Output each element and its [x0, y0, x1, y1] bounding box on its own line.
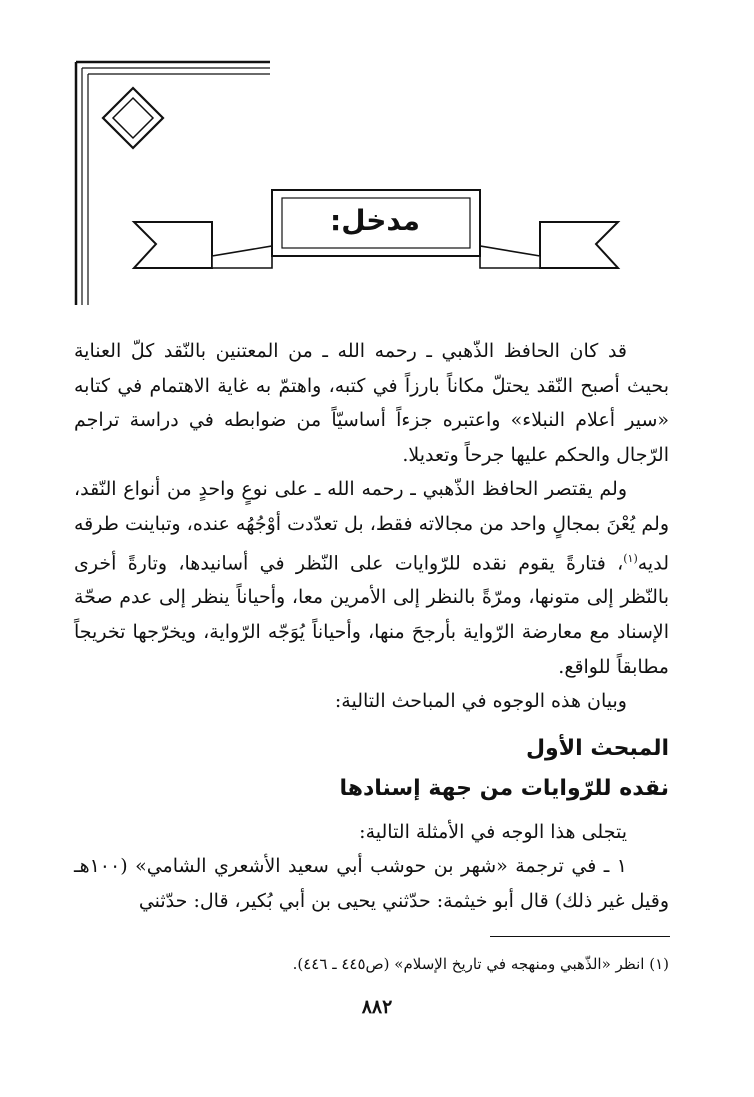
example-1: ١ ـ في ترجمة «شهر بن حوشب أبي سعيد الأشعري الشامي» (١٠٠هـ وقيل غير ذلك) قال أبو خيثمة: حدّثني يحيى بن أبي بُكير، قال: حدّثني [74, 855, 669, 913]
page-number: ٨٨٢ [361, 996, 393, 1018]
paragraph-2-part-2: ، فتارةً يقوم نقده للرّوايات على النّظر في أسانيدها، وتارةً أخرى بالنّظر إلى متونها، ومرّةً بالنظر إلى الأمرين معا، وأحياناً ينظر إلى عدم صحّة الإسناد مع معارضة الرّواية بأرجحَ منها، وأحياناً يُوَجّه الرّواية، ويخرّجها تخريجاً مطابقاً للواقع. [74, 551, 669, 678]
section-subheading: نقده للرّوايات من جهة إسنادها [339, 775, 669, 801]
intro-line: يتجلى هذا الوجه في الأمثلة التالية: [359, 820, 627, 843]
footnote: (١) انظر «الذّهبي ومنهجه في تاريخ الإسلام» (ص٤٤٥ ـ ٤٤٦). [292, 955, 669, 973]
paragraph-2 [74, 472, 669, 684]
document-body [74, 334, 669, 919]
section-heading: المبحث الأول [525, 735, 669, 761]
corner-frame-ornament [0, 0, 754, 320]
footnote-reference[interactable]: (١) [623, 551, 638, 565]
paragraph-3: وبيان هذه الوجوه في المباحث التالية: [334, 690, 627, 713]
paragraph-2-part-1: ولم يقتصر الحافظ الذّهبي ـ رحمه الله ـ على نوعٍ واحدٍ من أنواع النّقد، ولم يُعْنَ بمجالٍ واحد من مجالاته فقط، بل تعدّدت أوْجُهُه عنده، وتباينت طرقه لديه [74, 478, 669, 574]
footnote-divider [490, 936, 670, 937]
section-title: مدخل: [330, 204, 420, 237]
paragraph-1: قد كان الحافظ الذّهبي ـ رحمه الله ـ من المعتنين بالنّقد كلّ العناية بحيث أصبح النّقد يحتلّ مكاناً بارزاً في كتبه، واهتمّ به غاية الاهتمام في كتابه «سير أعلام النبلاء» واعتبره جزءاً أساسيّاً من ضوابطه في دراسة تراجم الرّجال والحكم عليها جرحاً وتعديلا. [74, 340, 669, 466]
